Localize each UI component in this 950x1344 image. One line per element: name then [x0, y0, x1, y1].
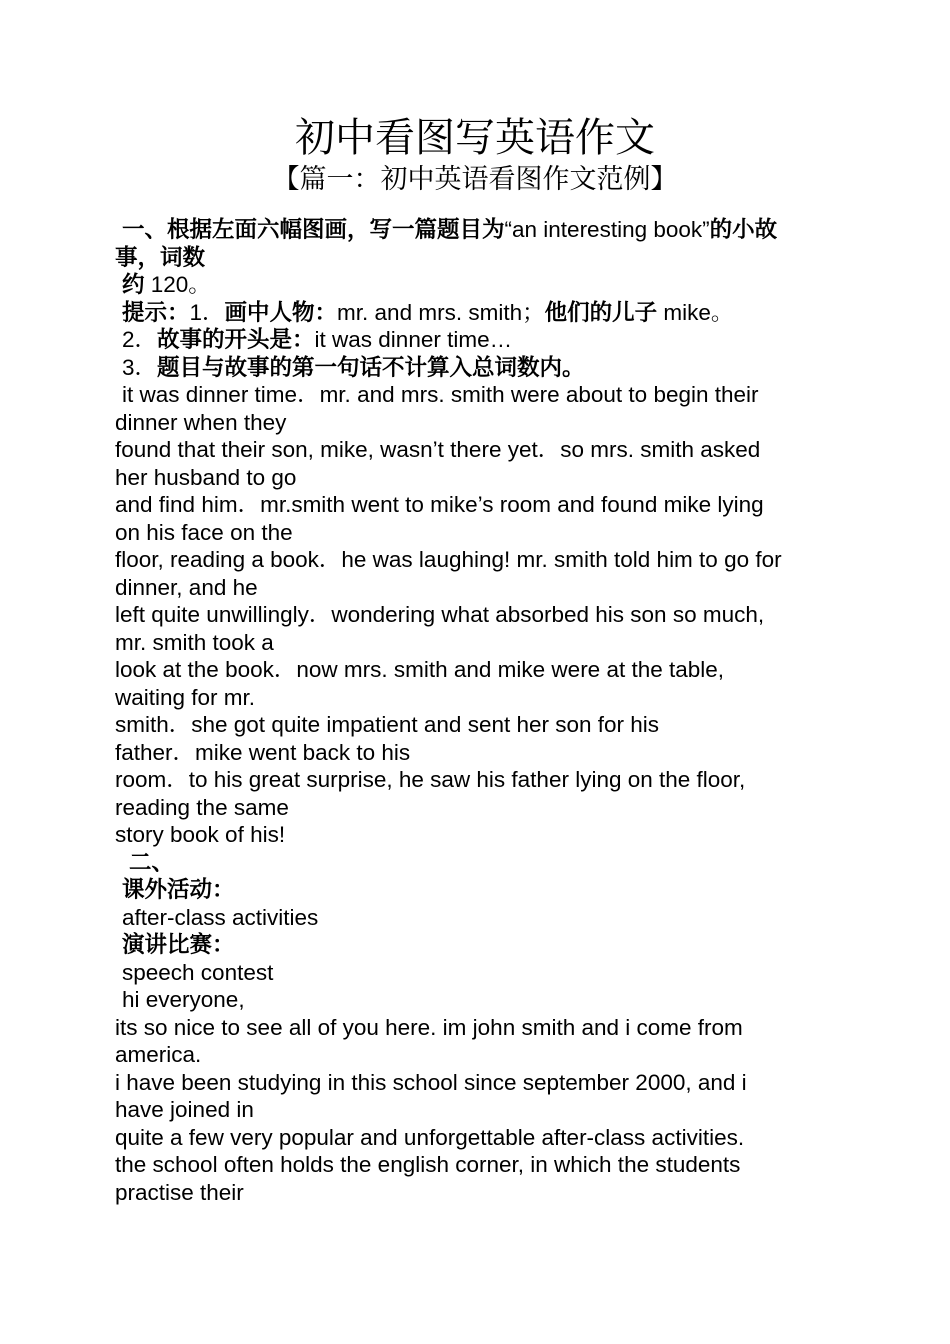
text-line: 一、根据左面六幅图画，写一篇题目为“an interesting book”的小故 [122, 217, 778, 242]
text-line: mr. smith took a [115, 629, 274, 655]
text-line: dinner, and he [115, 574, 258, 600]
text-line: after-class activities [122, 904, 319, 930]
text-line: reading the same [115, 794, 289, 820]
text-line: have joined in [115, 1097, 254, 1122]
document-title: 初中看图写英语作文 [295, 115, 655, 161]
text-line: 约 120。 [122, 272, 211, 297]
text-line: hi everyone, [122, 987, 245, 1012]
text-line: story book of his! [115, 822, 286, 847]
text-line: dinner when they [115, 409, 287, 435]
document-subtitle: 【篇一：初中英语看图作文范例】 [272, 164, 678, 195]
text-line: 事，词数 [115, 244, 206, 270]
text-line: look at the book．now mrs. smith and mike were at the table, [115, 657, 725, 682]
text-line: i have been studying in this school since september 2000, and i [115, 1069, 747, 1095]
text-line: 提示：1．画中人物：mr. and mrs. smith；他们的儿子 mike。 [122, 299, 734, 325]
text-line: left quite unwillingly．wondering what absorbed his son so much, [115, 602, 765, 627]
text-line: its so nice to see all of you here. im john smith and i come from [115, 1014, 743, 1040]
text-line: waiting for mr. [115, 684, 256, 710]
text-line: america. [115, 1042, 202, 1067]
text-line: 课外活动： [122, 877, 235, 902]
text-line: 二、 [129, 849, 175, 875]
text-line: floor, reading a book．he was laughing! mr. smith told him to go for [115, 547, 782, 572]
text-line: father．mike went back to his [115, 739, 411, 765]
text-line: 演讲比赛： [122, 932, 235, 957]
text-line: practise their [115, 1179, 244, 1205]
text-line: it was dinner time．mr. and mrs. smith were about to begin their [122, 382, 759, 407]
text-line: 2．故事的开头是：it was dinner time… [122, 327, 513, 352]
text-line: smith．she got quite impatient and sent her son for his [115, 712, 660, 737]
text-line: 3．题目与故事的第一句话不计算入总词数内。 [122, 354, 585, 380]
text-line: room．to his great surprise, he saw his father lying on the floor, [115, 767, 746, 792]
text-line: speech contest [122, 959, 274, 985]
text-line: found that their son, mike, wasn’t there yet．so mrs. smith asked [115, 437, 761, 462]
text-line: on his face on the [115, 519, 293, 545]
text-line: the school often holds the english corner, in which the students [115, 1152, 741, 1177]
text-line: her husband to go [115, 464, 297, 490]
document-body [115, 216, 840, 1206]
text-line: and find him．mr.smith went to mike’s room and found mike lying [115, 492, 764, 517]
text-line: quite a few very popular and unforgettable after-class activities. [115, 1124, 745, 1150]
